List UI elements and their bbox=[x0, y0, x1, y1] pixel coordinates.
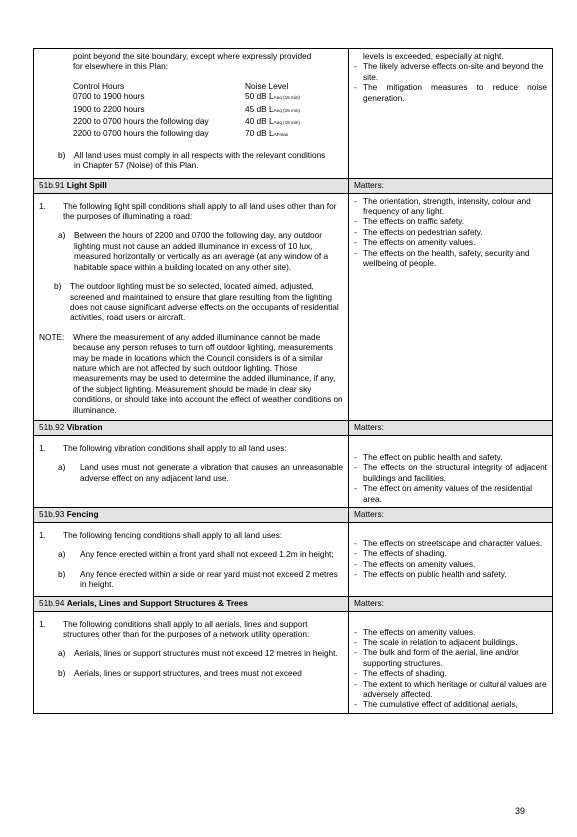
clause-a bbox=[58, 648, 343, 658]
matter-text: The bulk and form of the aerial, line and/or supporting structures. bbox=[363, 647, 519, 668]
matter-text: The effects on traffic safety. bbox=[363, 216, 464, 227]
matter-item bbox=[354, 51, 547, 61]
matter-item bbox=[354, 637, 547, 647]
clause-text: All land uses must comply in all respects with the relevant conditions in Chapter 57 (Noise) of this Plan. bbox=[74, 149, 326, 171]
clause-1 bbox=[39, 201, 343, 222]
bullet-dash: - bbox=[354, 216, 357, 227]
clause-number: 1. bbox=[39, 618, 46, 629]
clause-a bbox=[58, 549, 343, 559]
section-title: Vibration bbox=[66, 421, 103, 432]
rules-cell bbox=[34, 611, 349, 713]
clause-number: 1. bbox=[39, 530, 46, 540]
matters-cell bbox=[349, 611, 553, 713]
matter-item bbox=[354, 559, 547, 569]
noise-intro-text: point beyond the site boundary, except where expressly provided for elsewhere in this Plan: bbox=[73, 51, 312, 72]
bullet-dash: - bbox=[354, 451, 357, 462]
matter-text: The effect on public health and safety. bbox=[363, 451, 503, 462]
bullet-dash: - bbox=[354, 558, 357, 569]
matter-text: The scale in relation to adjacent buildings. bbox=[363, 637, 518, 648]
note-label: NOTE: bbox=[39, 331, 65, 342]
clause-text: The following light spill conditions shall apply to all land uses other than for the purposes of illuminating a road: bbox=[63, 200, 337, 222]
clause-number: 1. bbox=[39, 442, 46, 453]
matter-item bbox=[354, 668, 547, 678]
rules-table bbox=[33, 48, 553, 714]
matters-label: Matters: bbox=[354, 597, 384, 608]
bullet-dash: - bbox=[354, 678, 357, 689]
section-title: Fencing bbox=[66, 509, 99, 519]
matter-item bbox=[354, 538, 547, 548]
bullet-dash: - bbox=[354, 237, 357, 248]
clause-text: The following vibration conditions shall apply to all land uses: bbox=[63, 442, 287, 453]
section-header-light-spill bbox=[34, 178, 553, 193]
clause-text: Any fence erected within a side or rear yard must not exceed 2 metres in height. bbox=[80, 568, 338, 590]
bullet-dash: - bbox=[354, 668, 357, 679]
clause-a bbox=[58, 462, 343, 483]
noise-row-hours: 1900 to 2200 hours bbox=[73, 103, 145, 114]
matters-label: Matters: bbox=[354, 421, 384, 432]
noise-level-table bbox=[73, 81, 343, 141]
clause-label: a) bbox=[58, 648, 66, 659]
section-header-vibration bbox=[34, 420, 553, 435]
clause-text: Aerials, lines or support structures, and trees must not exceed bbox=[74, 667, 302, 678]
clause-text: The following conditions shall apply to all aerials, lines and support structures other than for the purposes of a network utility operation: bbox=[63, 618, 310, 640]
noise-row-hours: 2200 to 0700 hours the following day bbox=[73, 116, 209, 127]
bullet-dash: - bbox=[354, 647, 357, 658]
noise-row-hours: 2200 to 0700 hours the following day bbox=[73, 128, 209, 139]
matter-item bbox=[354, 82, 547, 103]
level-subscript: Aeq (15 min) bbox=[273, 120, 300, 126]
bullet-dash bbox=[354, 51, 363, 61]
clause-label: a) bbox=[58, 462, 66, 473]
matters-list bbox=[354, 196, 547, 269]
bullet-dash: - bbox=[354, 247, 357, 258]
clause-text: The following fencing conditions shall apply to all land uses: bbox=[63, 530, 283, 540]
clause-label: b) bbox=[58, 149, 66, 160]
matters-heading-cell bbox=[349, 596, 553, 611]
matters-list bbox=[354, 538, 547, 580]
level-subscript: Aeq (15 min) bbox=[273, 95, 300, 101]
section-title: Aerials, Lines and Support Structures & Trees bbox=[66, 597, 248, 608]
bullet-dash: - bbox=[354, 699, 357, 710]
matter-item bbox=[354, 569, 547, 579]
bullet-dash: - bbox=[354, 548, 357, 559]
clause-b bbox=[58, 668, 343, 678]
section-body-vibration bbox=[34, 435, 553, 507]
section-body-light-spill bbox=[34, 193, 553, 420]
noise-clause-b bbox=[58, 150, 343, 171]
matter-item bbox=[354, 61, 547, 82]
noise-row-level bbox=[245, 116, 343, 128]
matters-heading-cell bbox=[349, 508, 553, 523]
section-title-cell bbox=[34, 596, 349, 611]
clause-label: b) bbox=[58, 667, 66, 678]
noise-table-header bbox=[73, 81, 343, 91]
matter-text: The effects on amenity values. bbox=[363, 558, 476, 569]
matters-list bbox=[354, 627, 547, 710]
page-number: 39 bbox=[515, 806, 526, 816]
clause-1 bbox=[39, 619, 343, 640]
noise-row bbox=[73, 116, 343, 128]
matter-text: The cumulative effect of additional aerials, bbox=[363, 699, 518, 710]
clause-label: b) bbox=[58, 568, 66, 579]
bullet-dash: - bbox=[354, 637, 357, 648]
section-number: 51b.94 bbox=[39, 597, 65, 608]
clause-text: Aerials, lines or support structures must not exceed 12 metres in height. bbox=[74, 648, 338, 659]
noise-row bbox=[73, 91, 343, 103]
level-subscript: AFmax bbox=[273, 132, 289, 138]
matter-text: The effects on public health and safety. bbox=[363, 569, 507, 580]
level-value: 40 dB L bbox=[245, 116, 274, 127]
section-number: 51b.93 bbox=[39, 509, 65, 519]
clause-text: Land uses must not generate a vibration that causes an unreasonable adverse effect on any adjacent land use. bbox=[80, 462, 343, 483]
matter-text: The mitigation measures to reduce noise generation. bbox=[363, 82, 547, 103]
matter-item bbox=[354, 627, 547, 637]
section-header-fencing bbox=[34, 508, 553, 523]
clause-text: The outdoor lighting must be so selected, located aimed, adjusted, screened and maintained to ensure that glare resulting from the lighting does not cause significant adverse effects on the occupants of residential activities, road users or aircraft. bbox=[70, 281, 339, 323]
clause-b bbox=[54, 281, 343, 323]
matter-item bbox=[354, 647, 547, 668]
section-title: Light Spill bbox=[66, 179, 107, 190]
matter-item bbox=[354, 699, 547, 709]
clause-b bbox=[58, 569, 343, 590]
rules-cell bbox=[34, 523, 349, 597]
note bbox=[39, 332, 343, 415]
noise-row-level bbox=[245, 91, 343, 103]
level-value: 50 dB L bbox=[245, 91, 274, 102]
level-subscript: Aeq (15 min) bbox=[273, 107, 300, 113]
clause-label: a) bbox=[58, 549, 66, 560]
matter-text: levels is exceeded, especially at night. bbox=[363, 51, 504, 61]
matter-item bbox=[354, 483, 547, 504]
bullet-dash: - bbox=[354, 569, 357, 580]
matters-heading-cell bbox=[349, 178, 553, 193]
clause-label: b) bbox=[54, 281, 62, 292]
bullet-dash: - bbox=[354, 61, 357, 72]
matter-text: The effects on the health, safety, security and wellbeing of people. bbox=[363, 247, 530, 269]
matter-item bbox=[354, 462, 547, 483]
matter-item bbox=[354, 679, 547, 700]
matters-list bbox=[354, 51, 547, 103]
noise-level-header: Noise Level bbox=[245, 80, 289, 91]
section-body-fencing bbox=[34, 523, 553, 597]
matter-item bbox=[354, 452, 547, 462]
noise-rules-cell bbox=[34, 49, 349, 179]
bullet-dash: - bbox=[354, 626, 357, 637]
noise-continued-row bbox=[34, 49, 553, 179]
section-number: 51b.91 bbox=[39, 179, 65, 190]
noise-row-hours: 0700 to 1900 hours bbox=[73, 91, 145, 102]
matter-text: The effects of shading. bbox=[363, 668, 447, 679]
matters-label: Matters: bbox=[354, 509, 384, 519]
matter-text: The likely adverse effects on-site and beyond the site. bbox=[363, 61, 544, 82]
matters-cell bbox=[349, 435, 553, 507]
section-title-cell bbox=[34, 508, 349, 523]
bullet-dash: - bbox=[354, 538, 357, 548]
bullet-dash: - bbox=[354, 82, 357, 93]
matter-text: The effects on the structural integrity of adjacent buildings and facilities. bbox=[363, 462, 547, 483]
bullet-dash: - bbox=[354, 226, 357, 237]
bullet-dash: - bbox=[354, 195, 357, 206]
matter-text: The effects on streetscape and character values. bbox=[363, 538, 543, 548]
clause-text: Any fence erected within a front yard shall not exceed 1.2m in height; bbox=[80, 549, 334, 560]
matter-text: The effects of shading. bbox=[363, 548, 447, 559]
matter-item bbox=[354, 196, 547, 217]
matter-text: The effects on amenity values. bbox=[363, 237, 476, 248]
matter-text: The effects on pedestrian safety. bbox=[363, 226, 483, 237]
section-title-cell bbox=[34, 420, 349, 435]
level-value: 45 dB L bbox=[245, 103, 274, 114]
matter-item bbox=[354, 248, 547, 269]
matter-item bbox=[354, 227, 547, 237]
section-header-aerials bbox=[34, 596, 553, 611]
matter-text: The effects on amenity values. bbox=[363, 626, 476, 637]
matters-cell bbox=[349, 523, 553, 597]
section-body-aerials bbox=[34, 611, 553, 713]
bullet-dash: - bbox=[354, 483, 357, 494]
noise-row bbox=[73, 128, 343, 140]
level-value: 70 dB L bbox=[245, 128, 274, 139]
matters-label: Matters: bbox=[354, 179, 384, 190]
rules-cell bbox=[34, 193, 349, 420]
matters-list bbox=[354, 452, 547, 504]
clause-1 bbox=[39, 443, 343, 453]
clause-text: Between the hours of 2200 and 0700 the following day, any outdoor lighting must not cause an added illuminance in excess of 10 lux, measured horizontally or vertically as an average (at any window of a habitable space within a building located on any other site). bbox=[74, 230, 329, 272]
noise-row-level bbox=[245, 128, 343, 140]
clause-1 bbox=[39, 530, 343, 540]
noise-matters-cell bbox=[349, 49, 553, 179]
matter-text: The effect on amenity values of the residential area. bbox=[363, 483, 533, 504]
section-title-cell bbox=[34, 178, 349, 193]
matter-text: The orientation, strength, intensity, colour and frequency of any light. bbox=[363, 195, 531, 217]
bullet-dash: - bbox=[354, 462, 357, 473]
noise-row bbox=[73, 104, 343, 116]
control-hours-header: Control Hours bbox=[73, 80, 125, 91]
clause-number: 1. bbox=[39, 200, 46, 211]
matter-item bbox=[354, 237, 547, 247]
matter-item bbox=[354, 548, 547, 558]
matter-item bbox=[354, 216, 547, 226]
matter-text: The extent to which heritage or cultural values are adversely affected. bbox=[363, 678, 547, 700]
rules-cell bbox=[34, 435, 349, 507]
matters-cell bbox=[349, 193, 553, 420]
section-number: 51b.92 bbox=[39, 421, 65, 432]
clause-label: a) bbox=[58, 230, 66, 241]
noise-row-level bbox=[245, 104, 343, 116]
matters-heading-cell bbox=[349, 420, 553, 435]
note-text: Where the measurement of any added illuminance cannot be made because any person refuses to turn off outdoor lighting, measurements may be made in locations which the Council considers is of a similar nature which are not affected by such outdoor lighting. Those measurements may be used to determine the added illuminance, if any, of the subject lighting. Measurement should be made in clear sky conditions, or should take into account the effect of weather conditions on illuminance. bbox=[73, 331, 343, 415]
clause-a bbox=[58, 230, 343, 272]
